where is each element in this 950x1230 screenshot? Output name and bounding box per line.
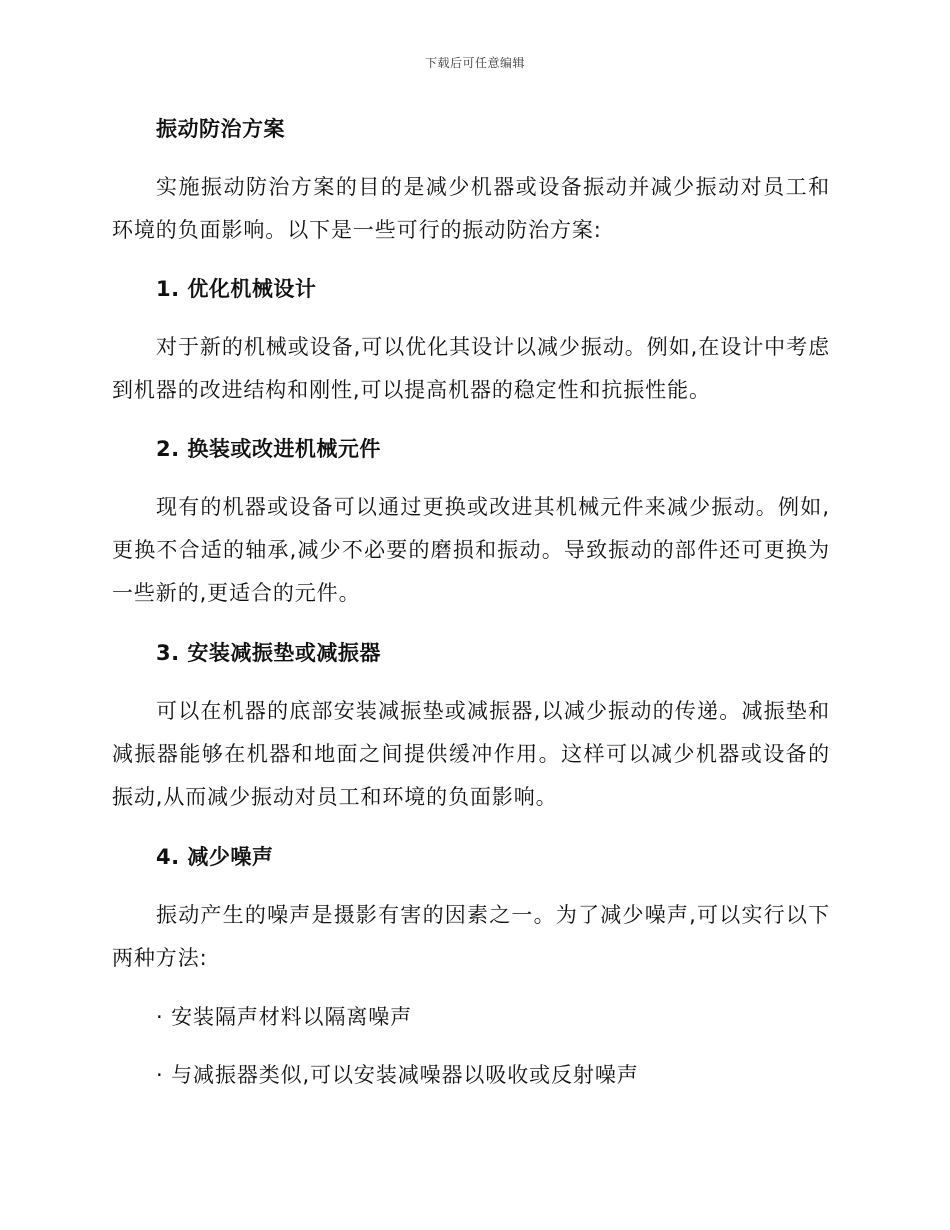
page-header-note: 下载后可任意编辑 [424,56,525,70]
section-heading-1: 1. 优化机械设计 [156,277,317,301]
bullet-item-2: · 与减振器类似,可以安装减噪器以吸收或反射噪声 [156,1063,639,1087]
document-title: 振动防治方案 [156,117,285,141]
bullet-item-1: · 安装隔声材料以隔离噪声 [156,1005,413,1029]
section-body-2: 现有的机器或设备可以通过更换或改进其机械元件来减少振动。例如,更换不合适的轴承,减少不必要的磨损和振动。导致振动的部件还可更换为一些新的,更适合的元件。 [112,495,830,605]
section-heading-2: 2. 换装或改进机械元件 [156,437,381,461]
section-body-4: 振动产生的噪声是摄影有害的因素之一。为了减少噪声,可以实行以下两种方法: [112,903,830,970]
section-body-3: 可以在机器的底部安装减振垫或减振器,以减少振动的传递。减振垫和减振器能够在机器和地面之间提供缓冲作用。这样可以减少机器或设备的振动,从而减少振动对员工和环境的负面影响。 [112,699,830,809]
section-body-1: 对于新的机械或设备,可以优化其设计以减少振动。例如,在设计中考虑到机器的改进结构和刚性,可以提高机器的稳定性和抗振性能。 [112,335,830,402]
intro-paragraph: 实施振动防治方案的目的是减少机器或设备振动并减少振动对员工和环境的负面影响。以下是一些可行的振动防治方案: [112,175,830,242]
section-heading-3: 3. 安装减振垫或减振器 [156,641,381,665]
section-heading-4: 4. 减少噪声 [156,845,274,869]
